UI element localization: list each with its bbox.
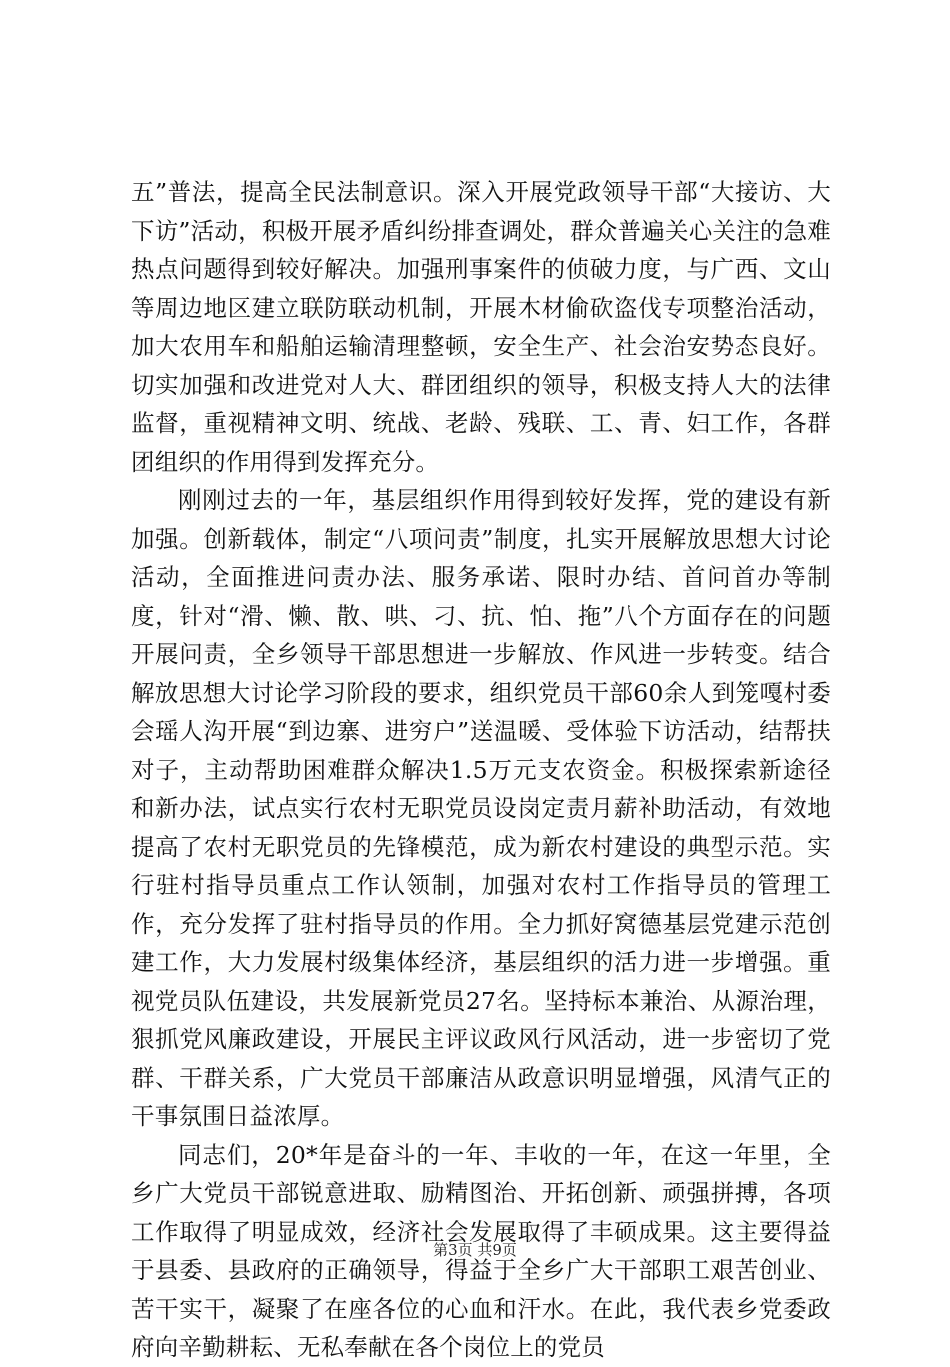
paragraph-2: 刚刚过去的一年，基层组织作用得到较好发挥，党的建设有新加强。创新载体，制定“八项问责”制度，扎实开展解放思想大讨论活动，全面推进问责办法、服务承诺、限时办结、首问首办等制度，针对“滑、懒、散、哄、刁、抗、怕、拖”八个方面存在的问题开展问责，全乡领导干部思想进一步解放、作风进一步转变。结合解放思想大讨论学习阶段的要求，组织党员干部60余人到笼嘎村委会瑶人沟开展“到边寨、进穷户”送温暖、受体验下访活动，结帮扶对子，主动帮助困难群众解决1.5万元支农资金。积极探索新途径和新办法，试点实行农村无职党员设岗定责月薪补助活动，有效地提高了农村无职党员的先锋模范，成为新农村建设的典型示范。实行驻村指导员重点工作认领制，加强对农村工作指导员的管理工作，充分发挥了驻村指导员的作用。全力抓好窝德基层党建示范创建工作，大力发展村级集体经济，基层组织的活力进一步增强。重视党员队伍建设，共发展新党员27名。坚持标本兼治、从源治理，狠抓党风廉政建设，开展民主评议政风行风活动，进一步密切了党群、干群关系，广大党员干部廉洁从政意识明显增强，风清气正的干事氛围日益浓厚。 [131,486,831,1130]
paragraph-3: 同志们，20*年是奋斗的一年、丰收的一年，在这一年里，全乡广大党员干部锐意进取、励精图治、开拓创新、顽强拼搏，各项工作取得了明显成效，经济社会发展取得了丰硕成果。这主要得益于县委、县政府的正确领导，得益于全乡广大干部职工艰苦创业、苦干实干，凝聚了在座各位的心血和汗水。在此，我代表乡党委政府向辛勤耕耘、无私奉献在各个岗位上的党员 [131,1140,831,1361]
page-number-label: 第3页 共9页 [433,1241,517,1259]
page-footer [0,1240,950,1260]
paragraph-1: 五”普法，提高全民法制意识。深入开展党政领导干部“大接访、大下访”活动，积极开展矛盾纠纷排查调处，群众普遍关心关注的急难热点问题得到较好解决。加强刑事案件的侦破力度，与广西、文山等周边地区建立联防联动机制，开展木材偷砍盗伐专项整治活动，加大农用车和船舶运输清理整顿，安全生产、社会治安势态良好。切实加强和改进党对人大、群团组织的领导，积极支持人大的法律监督，重视精神文明、统战、老龄、残联、工、青、妇工作，各群团组织的作用得到发挥充分。 [131,178,831,476]
document-body [131,173,831,1367]
